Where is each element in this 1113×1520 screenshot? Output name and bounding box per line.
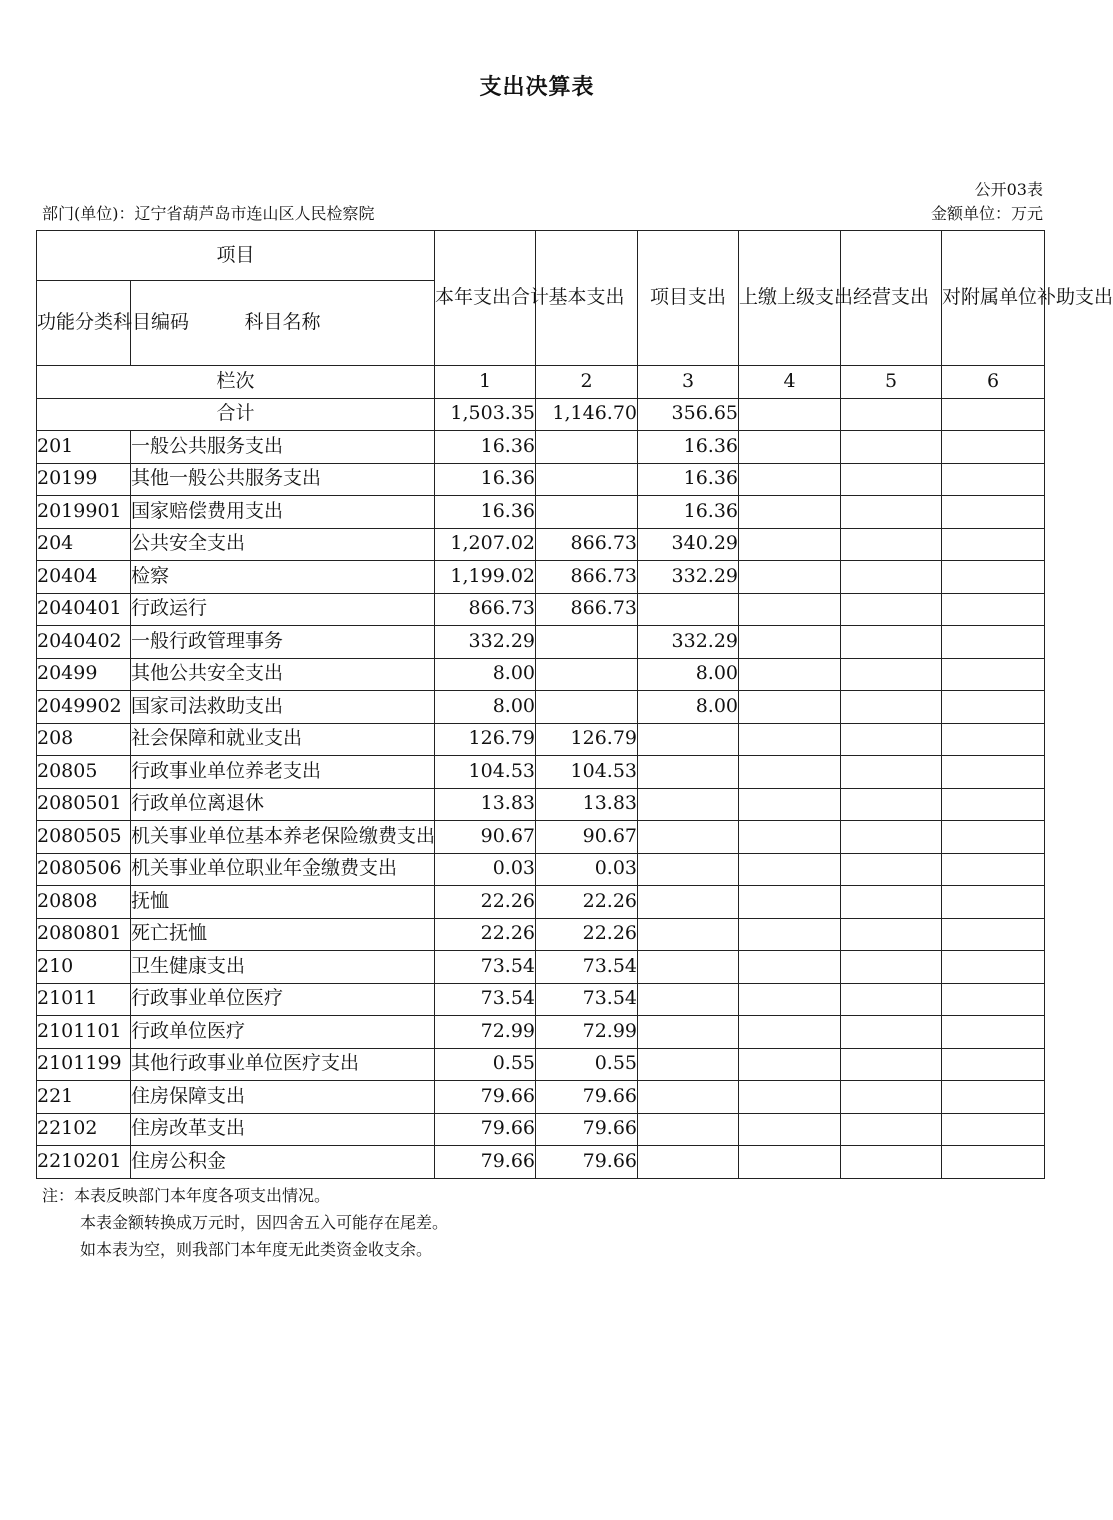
table-row — [37, 1113, 1045, 1146]
value-cell — [841, 463, 942, 496]
value-cell — [739, 463, 841, 496]
value-cell — [739, 1048, 841, 1081]
value-cell — [841, 951, 942, 984]
code-cell: 22102 — [37, 1113, 131, 1146]
value-cell — [841, 593, 942, 626]
value-cell — [739, 788, 841, 821]
header-col-project: 项目支出 — [638, 231, 739, 366]
value-cell: 0.03 — [435, 853, 536, 886]
value-cell — [841, 918, 942, 951]
name-cell: 一般公共服务支出 — [131, 431, 435, 464]
code-cell: 2019901 — [37, 496, 131, 529]
value-cell: 0.55 — [536, 1048, 638, 1081]
total-row — [37, 398, 1045, 431]
value-cell — [841, 788, 942, 821]
table-row — [37, 528, 1045, 561]
value-cell: 0.55 — [435, 1048, 536, 1081]
value-cell — [638, 1146, 739, 1179]
value-cell — [942, 431, 1045, 464]
value-cell — [841, 1016, 942, 1049]
value-cell — [841, 983, 942, 1016]
value-cell: 73.54 — [536, 951, 638, 984]
name-cell: 住房保障支出 — [131, 1081, 435, 1114]
value-cell: 1,199.02 — [435, 561, 536, 594]
name-cell: 住房公积金 — [131, 1146, 435, 1179]
value-cell — [536, 658, 638, 691]
value-cell — [739, 723, 841, 756]
value-cell: 126.79 — [536, 723, 638, 756]
value-cell: 104.53 — [536, 756, 638, 789]
table-row — [37, 853, 1045, 886]
value-cell — [536, 431, 638, 464]
table-row — [37, 431, 1045, 464]
header-name: 科目名称 — [131, 281, 435, 366]
value-cell — [638, 1081, 739, 1114]
value-cell: 16.36 — [435, 431, 536, 464]
table-row — [37, 983, 1045, 1016]
value-cell: 866.73 — [435, 593, 536, 626]
table-row — [37, 1048, 1045, 1081]
value-cell: 340.29 — [638, 528, 739, 561]
table-row — [37, 463, 1045, 496]
value-cell: 866.73 — [536, 528, 638, 561]
value-cell — [942, 561, 1045, 594]
value-cell — [942, 1016, 1045, 1049]
header-item: 项目 — [37, 231, 435, 281]
value-cell — [536, 691, 638, 724]
name-cell: 住房改革支出 — [131, 1113, 435, 1146]
seq-cell: 6 — [942, 366, 1045, 399]
value-cell — [536, 463, 638, 496]
value-cell: 79.66 — [435, 1081, 536, 1114]
value-cell — [841, 1081, 942, 1114]
value-cell — [841, 691, 942, 724]
code-cell: 20499 — [37, 658, 131, 691]
value-cell: 22.26 — [435, 918, 536, 951]
value-cell — [942, 788, 1045, 821]
value-cell — [536, 626, 638, 659]
name-cell: 社会保障和就业支出 — [131, 723, 435, 756]
value-cell — [942, 821, 1045, 854]
value-cell — [739, 593, 841, 626]
value-cell — [841, 496, 942, 529]
total-cell — [739, 398, 841, 431]
seq-cell: 5 — [841, 366, 942, 399]
value-cell — [638, 1048, 739, 1081]
value-cell: 72.99 — [435, 1016, 536, 1049]
name-cell: 其他公共安全支出 — [131, 658, 435, 691]
value-cell — [638, 886, 739, 919]
value-cell — [739, 1113, 841, 1146]
value-cell — [841, 658, 942, 691]
code-cell: 20808 — [37, 886, 131, 919]
value-cell — [942, 1146, 1045, 1179]
table-row — [37, 691, 1045, 724]
total-label: 合计 — [37, 398, 435, 431]
value-cell: 73.54 — [435, 951, 536, 984]
table-row — [37, 626, 1045, 659]
value-cell — [942, 1048, 1045, 1081]
name-cell: 抚恤 — [131, 886, 435, 919]
value-cell — [942, 463, 1045, 496]
table-row — [37, 1146, 1045, 1179]
name-cell: 机关事业单位基本养老保险缴费支出 — [131, 821, 435, 854]
value-cell — [739, 626, 841, 659]
value-cell — [739, 658, 841, 691]
value-cell: 72.99 — [536, 1016, 638, 1049]
value-cell — [739, 691, 841, 724]
value-cell: 90.67 — [536, 821, 638, 854]
value-cell — [739, 983, 841, 1016]
table-row — [37, 1016, 1045, 1049]
value-cell — [739, 1081, 841, 1114]
code-cell: 201 — [37, 431, 131, 464]
value-cell — [638, 1016, 739, 1049]
code-cell: 204 — [37, 528, 131, 561]
value-cell: 22.26 — [435, 886, 536, 919]
value-cell — [739, 431, 841, 464]
value-cell — [841, 561, 942, 594]
table-row — [37, 561, 1045, 594]
header-col-upper: 上缴上级支出 — [739, 231, 841, 366]
header-col-subsidy: 对附属单位补助支出 — [942, 231, 1045, 366]
value-cell — [638, 918, 739, 951]
code-cell: 2080506 — [37, 853, 131, 886]
value-cell — [841, 1146, 942, 1179]
name-cell: 行政事业单位养老支出 — [131, 756, 435, 789]
code-cell: 2080501 — [37, 788, 131, 821]
value-cell — [942, 528, 1045, 561]
notes — [42, 1182, 448, 1263]
value-cell: 16.36 — [638, 496, 739, 529]
value-cell — [638, 821, 739, 854]
value-cell — [942, 1113, 1045, 1146]
value-cell — [942, 658, 1045, 691]
name-cell: 行政事业单位医疗 — [131, 983, 435, 1016]
total-cell — [841, 398, 942, 431]
total-cell: 356.65 — [638, 398, 739, 431]
value-cell — [739, 886, 841, 919]
value-cell: 332.29 — [638, 561, 739, 594]
code-cell: 2080505 — [37, 821, 131, 854]
seq-cell: 4 — [739, 366, 841, 399]
value-cell: 866.73 — [536, 593, 638, 626]
value-cell: 1,207.02 — [435, 528, 536, 561]
value-cell — [841, 853, 942, 886]
value-cell — [942, 983, 1045, 1016]
value-cell — [739, 951, 841, 984]
value-cell — [638, 593, 739, 626]
value-cell: 13.83 — [435, 788, 536, 821]
value-cell — [739, 756, 841, 789]
table-row — [37, 593, 1045, 626]
value-cell: 8.00 — [638, 658, 739, 691]
value-cell — [638, 788, 739, 821]
value-cell — [942, 951, 1045, 984]
form-number: 公开03表 — [974, 180, 1043, 199]
code-cell: 221 — [37, 1081, 131, 1114]
amount-unit-label: 金额单位：万元 — [930, 204, 1043, 223]
code-cell: 20805 — [37, 756, 131, 789]
table-row — [37, 723, 1045, 756]
name-cell: 公共安全支出 — [131, 528, 435, 561]
code-cell: 2049902 — [37, 691, 131, 724]
value-cell — [841, 886, 942, 919]
value-cell — [638, 853, 739, 886]
value-cell — [942, 496, 1045, 529]
header-col-basic: 基本支出 — [536, 231, 638, 366]
value-cell — [739, 853, 841, 886]
seq-cell: 2 — [536, 366, 638, 399]
table-row — [37, 821, 1045, 854]
value-cell: 13.83 — [536, 788, 638, 821]
value-cell — [942, 886, 1045, 919]
table-row — [37, 951, 1045, 984]
name-cell: 其他行政事业单位医疗支出 — [131, 1048, 435, 1081]
value-cell — [536, 496, 638, 529]
value-cell: 332.29 — [638, 626, 739, 659]
code-cell: 2040402 — [37, 626, 131, 659]
name-cell: 国家赔偿费用支出 — [131, 496, 435, 529]
total-cell: 1,146.70 — [536, 398, 638, 431]
value-cell: 16.36 — [638, 431, 739, 464]
value-cell — [942, 691, 1045, 724]
code-cell: 2080801 — [37, 918, 131, 951]
value-cell — [841, 1113, 942, 1146]
value-cell — [841, 821, 942, 854]
value-cell: 79.66 — [536, 1113, 638, 1146]
value-cell — [739, 821, 841, 854]
total-cell — [942, 398, 1045, 431]
value-cell — [638, 756, 739, 789]
value-cell: 73.54 — [435, 983, 536, 1016]
value-cell: 16.36 — [435, 463, 536, 496]
name-cell: 一般行政管理事务 — [131, 626, 435, 659]
value-cell — [739, 561, 841, 594]
value-cell: 22.26 — [536, 886, 638, 919]
table-row — [37, 496, 1045, 529]
value-cell: 79.66 — [536, 1081, 638, 1114]
value-cell — [638, 1113, 739, 1146]
value-cell — [841, 626, 942, 659]
value-cell: 79.66 — [536, 1146, 638, 1179]
value-cell — [638, 983, 739, 1016]
code-cell: 21011 — [37, 983, 131, 1016]
value-cell: 104.53 — [435, 756, 536, 789]
header-code: 功能分类科目编码 — [37, 281, 131, 366]
code-cell: 2040401 — [37, 593, 131, 626]
table-row — [37, 918, 1045, 951]
code-cell: 210 — [37, 951, 131, 984]
value-cell: 8.00 — [638, 691, 739, 724]
value-cell — [841, 431, 942, 464]
value-cell — [739, 1016, 841, 1049]
page-title: 支出决算表 — [479, 75, 595, 100]
value-cell — [942, 593, 1045, 626]
code-cell: 20199 — [37, 463, 131, 496]
value-cell — [638, 951, 739, 984]
header-col-business: 经营支出 — [841, 231, 942, 366]
value-cell: 332.29 — [435, 626, 536, 659]
name-cell: 卫生健康支出 — [131, 951, 435, 984]
value-cell — [841, 1048, 942, 1081]
name-cell: 行政单位离退休 — [131, 788, 435, 821]
table-row — [37, 886, 1045, 919]
code-cell: 208 — [37, 723, 131, 756]
value-cell: 16.36 — [435, 496, 536, 529]
value-cell: 16.36 — [638, 463, 739, 496]
name-cell: 行政运行 — [131, 593, 435, 626]
table-row — [37, 1081, 1045, 1114]
value-cell: 73.54 — [536, 983, 638, 1016]
seq-label: 栏次 — [37, 366, 435, 399]
value-cell — [841, 756, 942, 789]
value-cell: 90.67 — [435, 821, 536, 854]
note-line: 本表金额转换成万元时，因四舍五入可能存在尾差。 — [80, 1213, 449, 1232]
value-cell — [841, 723, 942, 756]
note-line: 注：本表反映部门本年度各项支出情况。 — [42, 1186, 331, 1205]
name-cell: 检察 — [131, 561, 435, 594]
note-line: 如本表为空，则我部门本年度无此类资金收支余。 — [80, 1240, 433, 1259]
value-cell: 79.66 — [435, 1146, 536, 1179]
value-cell — [739, 918, 841, 951]
value-cell — [942, 626, 1045, 659]
value-cell: 0.03 — [536, 853, 638, 886]
value-cell — [739, 528, 841, 561]
name-cell: 死亡抚恤 — [131, 918, 435, 951]
header-col-total: 本年支出合计 — [435, 231, 536, 366]
seq-cell: 1 — [435, 366, 536, 399]
name-cell: 其他一般公共服务支出 — [131, 463, 435, 496]
value-cell — [638, 723, 739, 756]
code-cell: 2101101 — [37, 1016, 131, 1049]
seq-cell: 3 — [638, 366, 739, 399]
value-cell: 79.66 — [435, 1113, 536, 1146]
value-cell — [942, 853, 1045, 886]
name-cell: 行政单位医疗 — [131, 1016, 435, 1049]
total-cell: 1,503.35 — [435, 398, 536, 431]
value-cell: 8.00 — [435, 658, 536, 691]
value-cell — [942, 1081, 1045, 1114]
value-cell: 126.79 — [435, 723, 536, 756]
value-cell: 22.26 — [536, 918, 638, 951]
expenditure-table — [36, 230, 1113, 1179]
code-cell: 2210201 — [37, 1146, 131, 1179]
name-cell: 机关事业单位职业年金缴费支出 — [131, 853, 435, 886]
value-cell — [841, 528, 942, 561]
department-label: 部门(单位)：辽宁省葫芦岛市连山区人民检察院 — [42, 204, 375, 223]
value-cell — [739, 496, 841, 529]
code-cell: 20404 — [37, 561, 131, 594]
table-row — [37, 658, 1045, 691]
value-cell — [739, 1146, 841, 1179]
table-row — [37, 756, 1045, 789]
code-cell: 2101199 — [37, 1048, 131, 1081]
value-cell: 8.00 — [435, 691, 536, 724]
name-cell: 国家司法救助支出 — [131, 691, 435, 724]
table-row — [37, 788, 1045, 821]
value-cell — [942, 918, 1045, 951]
value-cell — [942, 723, 1045, 756]
value-cell — [942, 756, 1045, 789]
value-cell: 866.73 — [536, 561, 638, 594]
